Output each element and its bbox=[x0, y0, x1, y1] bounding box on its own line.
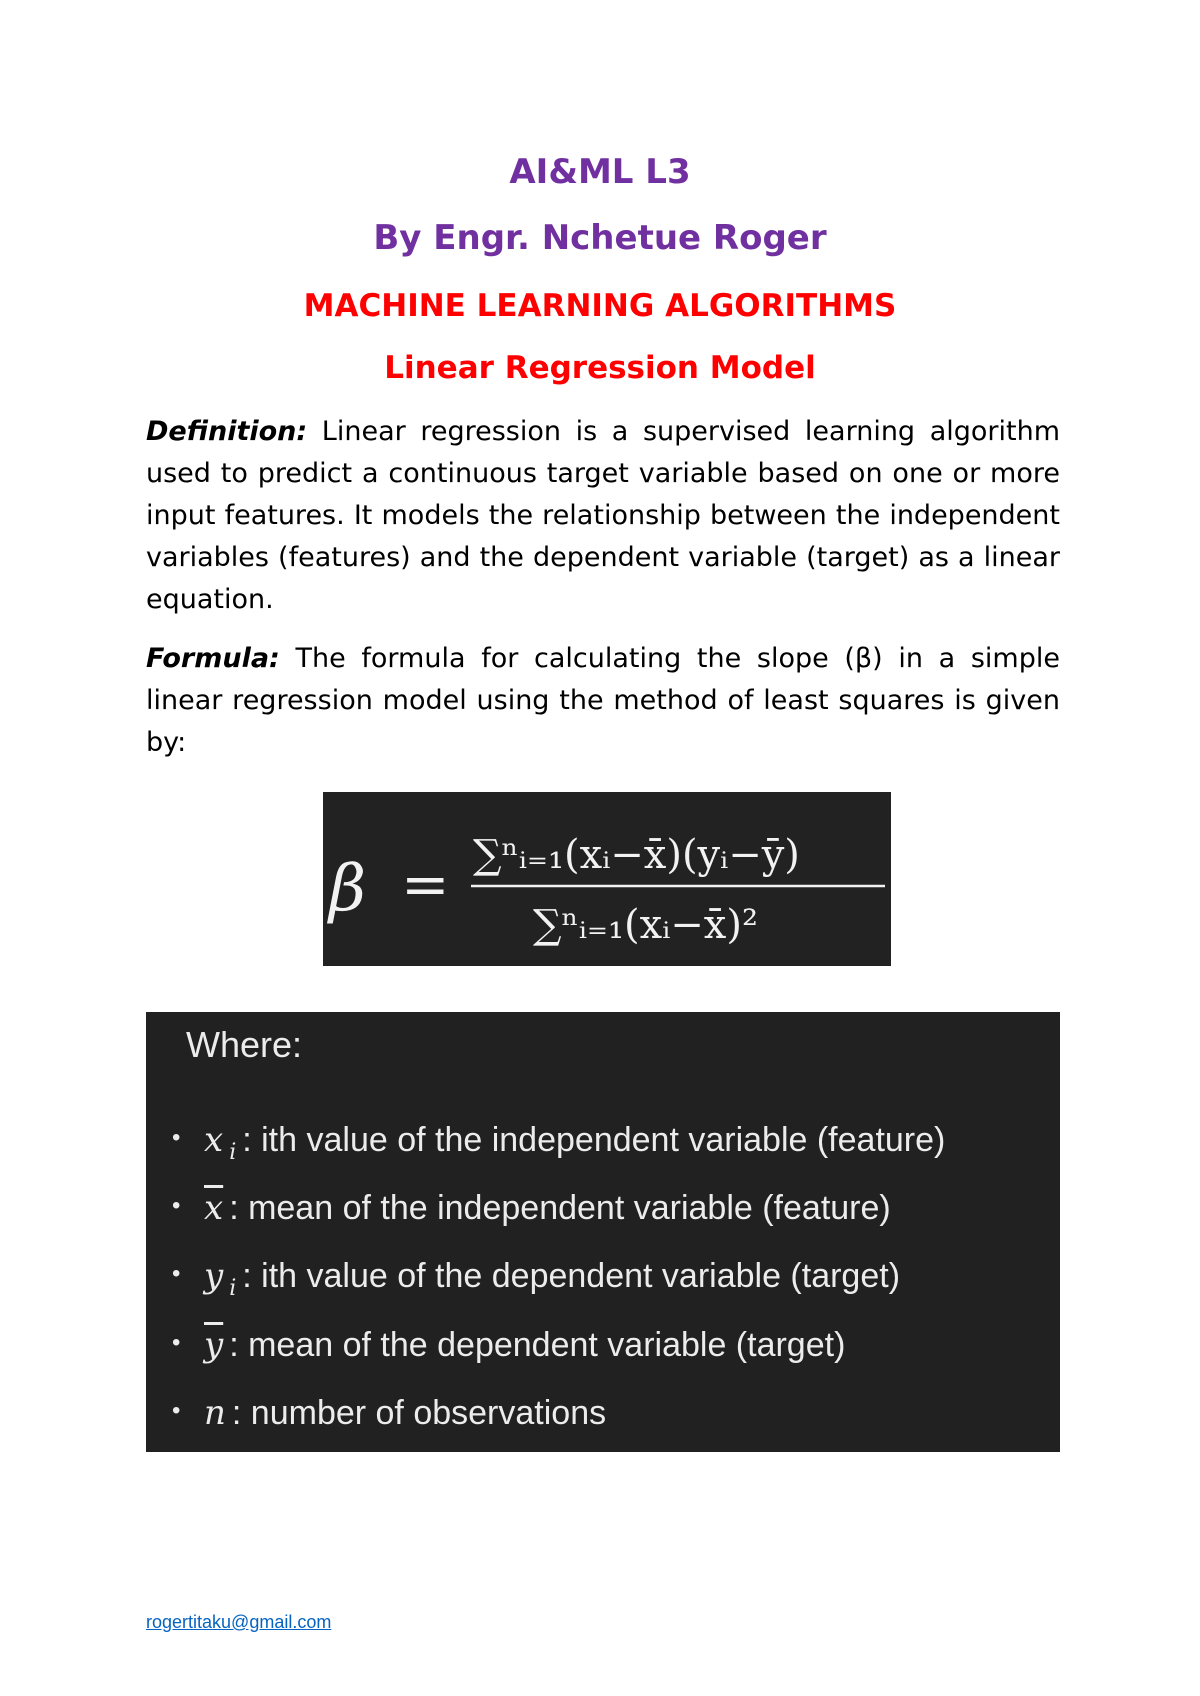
where-title: Where: bbox=[186, 1024, 303, 1065]
where-symbol-subscript: i bbox=[229, 1275, 237, 1301]
where-symbol: y bbox=[204, 1256, 224, 1296]
where-symbol: n bbox=[204, 1393, 226, 1433]
where-symbol-subscript: i bbox=[229, 1139, 237, 1165]
author-line: By Engr. Nchetue Roger bbox=[373, 218, 827, 258]
where-legend-image bbox=[146, 1012, 1060, 1452]
where-description: : ith value of the independent variable (feature) bbox=[242, 1121, 946, 1159]
where-symbol: $\overline{y}$ bbox=[204, 1325, 224, 1365]
where-description: : mean of the independent variable (feature) bbox=[229, 1189, 891, 1227]
bullet-icon: • bbox=[172, 1397, 181, 1424]
footer-email-link[interactable]: rogertitaku@gmail.com bbox=[146, 1612, 332, 1632]
formula-numerator: ∑ⁿᵢ₌₁(xᵢ−x̄)(yᵢ−ȳ) bbox=[473, 832, 800, 878]
where-item bbox=[172, 1256, 900, 1301]
definition-paragraph bbox=[146, 411, 1060, 621]
where-item bbox=[172, 1393, 606, 1433]
where-description: : ith value of the dependent variable (target) bbox=[242, 1257, 901, 1295]
where-description: : mean of the dependent variable (target) bbox=[229, 1326, 846, 1364]
bullet-icon: • bbox=[172, 1260, 181, 1287]
topic-heading: Linear Regression Model bbox=[384, 350, 816, 386]
bullet-icon: • bbox=[172, 1124, 181, 1151]
where-item bbox=[172, 1188, 891, 1228]
where-symbol: x bbox=[204, 1120, 224, 1160]
bullet-icon: • bbox=[172, 1192, 181, 1219]
formula-paragraph bbox=[146, 638, 1060, 764]
slope-formula bbox=[323, 792, 891, 966]
definition-label: Definition: bbox=[146, 416, 308, 447]
formula-intro-text: The formula for calculating the slope (β) in a simple linear regression model using the method of least squares is given by: bbox=[146, 643, 1060, 758]
bullet-icon: • bbox=[172, 1329, 181, 1356]
formula-lhs: β bbox=[329, 852, 366, 926]
formula-equals: = bbox=[401, 850, 450, 918]
where-symbol: $\overline{x}$ bbox=[204, 1188, 224, 1228]
section-heading: MACHINE LEARNING ALGORITHMS bbox=[303, 288, 897, 324]
course-title: AI&ML L3 bbox=[509, 152, 691, 192]
where-item bbox=[172, 1325, 845, 1365]
where-description: : number of observations bbox=[231, 1394, 607, 1432]
formula-denominator: ∑ⁿᵢ₌₁(xᵢ−x̄)² bbox=[533, 902, 758, 948]
formula-label: Formula: bbox=[146, 643, 280, 674]
where-item bbox=[172, 1120, 945, 1165]
formula-image bbox=[323, 792, 891, 966]
definition-text: Linear regression is a supervised learning algorithm used to predict a continuous target variable based on one or more input features. It models the relationship between the independent variables (features) and the dependent variable (target) as a linear equation. bbox=[146, 416, 1060, 615]
